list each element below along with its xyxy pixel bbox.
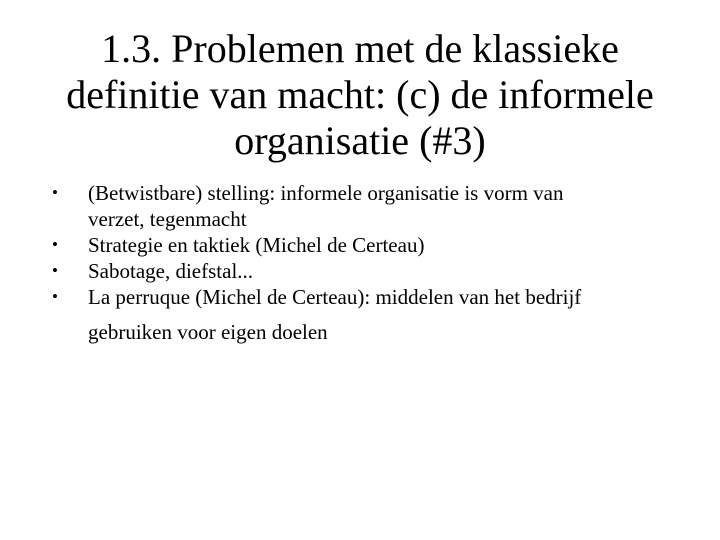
bullet-line: verzet, tegenmacht	[88, 207, 247, 231]
bullet-line: gebruiken voor eigen doelen	[88, 320, 328, 344]
bullet-item	[52, 180, 692, 232]
bullet-text	[88, 180, 692, 232]
bullet-line: (Betwistbare) stelling: informele organisatie is vorm van	[88, 181, 564, 205]
bullet-marker-icon: •	[52, 287, 58, 306]
bullet-marker-icon: •	[52, 261, 58, 280]
title-line-1: 1.3. Problemen met de klassieke	[101, 26, 619, 71]
bullet-line: Strategie en taktiek (Michel de Certeau)	[88, 233, 425, 257]
title-line-3: organisatie (#3)	[234, 118, 486, 163]
bullet-line: La perruque (Michel de Certeau): middelen van het bedrijf	[88, 285, 582, 309]
bullet-item	[52, 284, 692, 345]
bullet-list	[52, 180, 692, 345]
bullet-marker-icon: •	[52, 235, 58, 254]
bullet-text	[88, 232, 692, 258]
slide-title	[36, 26, 684, 164]
title-line-2: definitie van macht: (c) de informele	[66, 72, 654, 117]
bullet-marker-icon: •	[52, 183, 58, 202]
bullet-line: Sabotage, diefstal...	[88, 259, 254, 283]
bullet-text	[88, 258, 692, 284]
bullet-item	[52, 232, 692, 258]
bullet-item	[52, 258, 692, 284]
bullet-text	[88, 284, 692, 345]
